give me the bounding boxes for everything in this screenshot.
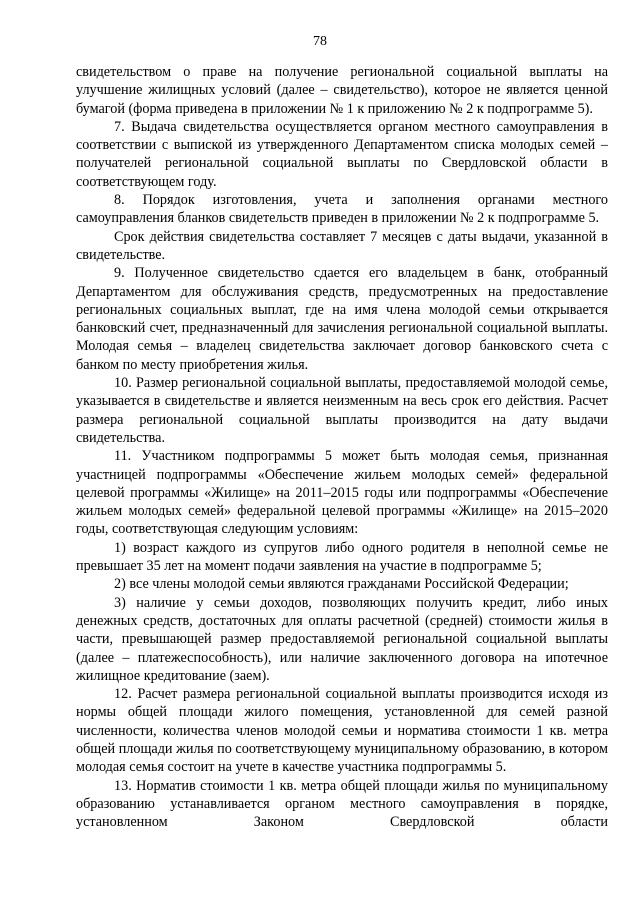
paragraph-11: 11. Участником подпрограммы 5 может быть молодая семья, признанная участницей подпрограммы «Обеспечение жильем молодых семей» федеральной целевой программы «Жилище» на 2011–2015 годы или подпрограммы «Обеспечение жильем молодых семей» федеральной целевой программы «Жилище» на 2015–2020 годы, соответствующая следующим условиям: <box>76 448 608 538</box>
document-body <box>76 63 608 831</box>
paragraph-8: 8. Порядок изготовления, учета и заполнения органами местного самоуправления бланков свидетельств приведен в приложении № 2 к подпрограмме 5. <box>76 192 608 227</box>
paragraph-12: 12. Расчет размера региональной социальной выплаты производится исходя из нормы общей площади жилого помещения, установленной для семей разной численности, количества членов молодой семьи и норматива стоимости 1 кв. метра общей площади жилья по соответствующему муниципальному образованию, в котором молодая семья состоит на учете в качестве участника подпрограммы 5. <box>76 686 608 776</box>
paragraph-11-condition-2: 2) все члены молодой семьи являются гражданами Российской Федерации; <box>114 576 569 593</box>
paragraph-certificate-continuation: свидетельством о праве на получение региональной социальной выплаты на улучшение жилищных условий (далее – свидетельство), которое не является ценной бумагой (форма приведена в приложении № 1 к приложению № 2 к подпрограмме 5). <box>76 64 608 117</box>
paragraph-11-condition-3: 3) наличие у семьи доходов, позволяющих получить кредит, либо иных денежных средств, достаточных для оплаты расчетной (средней) стоимости жилья в части, превышающей размер предоставляемой региональной социальной выплаты (далее – платежеспособность), или наличие заключенного договора на ипотечное жилищное кредитование (заем). <box>76 594 608 684</box>
paragraph-10: 10. Размер региональной социальной выплаты, предоставляемой молодой семье, указывается в свидетельстве и является неизменным на весь срок его действия. Расчет размера региональной социальной выплаты производится на дату выдачи свидетельства. <box>76 375 608 446</box>
paragraph-7: 7. Выдача свидетельства осуществляется органом местного самоуправления в соответствии с выпиской из утвержденного Департаментом списка молодых семей – получателей региональной социальной выплаты по Свердловской области в соответствующем году. <box>76 118 608 190</box>
paragraph-9: 9. Полученное свидетельство сдается его владельцем в банк, отобранный Департаментом для обслуживания средств, предусмотренных на предоставление региональных социальных выплат, где на имя члена молодой семьи открывается банковский счет, предназначенный для зачисления региональной социальной выплаты. Молодая семья – владелец свидетельства заключает договор банковского счета с банком по месту приобретения жилья. <box>76 265 608 373</box>
paragraph-validity-period: Срок действия свидетельства составляет 7 месяцев с даты выдачи, указанной в свидетельстве. <box>76 228 608 263</box>
page-number: 78 <box>313 34 327 49</box>
paragraph-11-condition-1: 1) возраст каждого из супругов либо одного родителя в неполной семье не превышает 35 лет на момент подачи заявления на участие в подпрограмме 5; <box>76 539 608 575</box>
paragraph-13: 13. Норматив стоимости 1 кв. метра общей площади жилья по муниципальному образованию устанавливается органом местного самоуправления в порядке, установленном Законом Свердловской области <box>76 777 608 831</box>
